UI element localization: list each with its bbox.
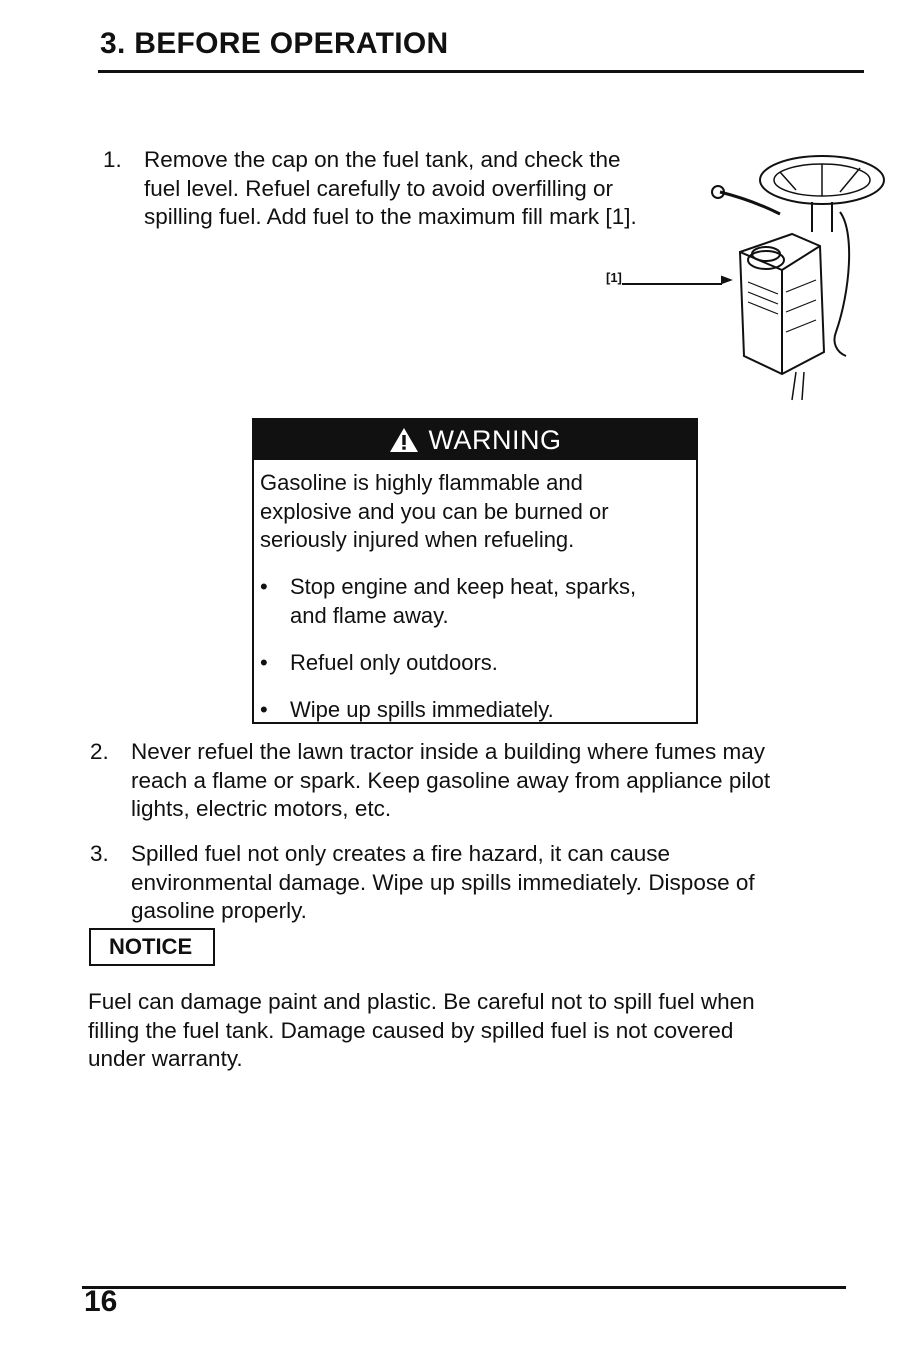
warning-title: WARNING xyxy=(428,424,562,455)
step-2 xyxy=(90,738,770,824)
bullet-line: Stop engine and keep heat, sparks, xyxy=(290,574,637,599)
step-line: Never refuel the lawn tractor inside a building where fumes may xyxy=(131,739,766,764)
notice-label: NOTICE xyxy=(89,928,215,966)
section-title: 3. BEFORE OPERATION xyxy=(100,27,449,60)
warning-text xyxy=(260,469,696,555)
notice-line: filling the fuel tank. Damage caused by spilled fuel is not covered xyxy=(88,1017,734,1043)
step-line: Remove the cap on the fuel tank, and check the xyxy=(144,147,621,172)
step-line: Spilled fuel not only creates a fire hazard, it can cause xyxy=(131,841,671,866)
step-line: spilling fuel. Add fuel to the maximum fill mark [1]. xyxy=(144,204,637,229)
step-1 xyxy=(103,146,637,232)
step-3 xyxy=(90,840,755,926)
step-line: environmental damage. Wipe up spills immediately. Dispose of xyxy=(131,869,755,895)
step-number: 2. xyxy=(90,739,109,764)
step-number: 3. xyxy=(90,841,109,866)
callout-leader-line xyxy=(622,283,722,285)
bullet-line: and flame away. xyxy=(290,602,449,628)
warning-line: Gasoline is highly flammable and xyxy=(260,470,583,495)
notice-text xyxy=(88,988,755,1074)
warning-bullet: • Wipe up spills immediately. xyxy=(260,696,554,725)
notice-line: Fuel can damage paint and plastic. Be careful not to spill fuel when xyxy=(88,989,755,1014)
figure-callout-label: [1] xyxy=(606,270,622,285)
step-line: gasoline properly. xyxy=(131,898,307,923)
notice-line: under warranty. xyxy=(88,1046,243,1071)
page-number: 16 xyxy=(84,1285,118,1318)
warning-box xyxy=(252,418,698,724)
step-line: lights, electric motors, etc. xyxy=(131,796,392,821)
bullet-line: Refuel only outdoors. xyxy=(290,650,498,675)
warning-bullet: • Stop engine and keep heat, sparks, and flame away. xyxy=(260,573,636,630)
header-rule xyxy=(98,70,864,73)
warning-bullet: • Refuel only outdoors. xyxy=(260,649,498,678)
warning-header xyxy=(254,420,696,460)
step-line: fuel level. Refuel carefully to avoid overfilling or xyxy=(144,175,613,201)
warning-line: seriously injured when refueling. xyxy=(260,527,575,552)
step-line: reach a flame or spark. Keep gasoline away from appliance pilot xyxy=(131,767,771,793)
bullet-line: Wipe up spills immediately. xyxy=(290,697,554,722)
step-number: 1. xyxy=(103,147,122,172)
fuel-tank-illustration xyxy=(700,142,890,402)
footer-rule xyxy=(82,1286,846,1289)
warning-triangle-icon xyxy=(389,427,419,453)
warning-line: explosive and you can be burned or xyxy=(260,498,609,524)
